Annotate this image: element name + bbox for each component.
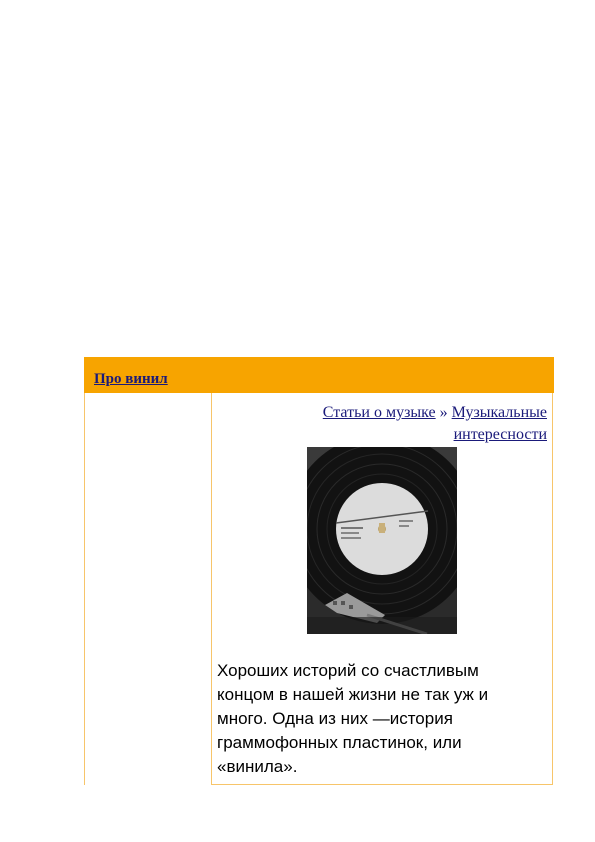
vinyl-record-image xyxy=(307,447,457,634)
vinyl-record-icon xyxy=(307,447,457,634)
breadcrumb-link-music-articles[interactable]: Статьи о музыке xyxy=(322,404,436,421)
breadcrumb-link-music-curiosities[interactable]: Музыкальные интересности xyxy=(451,404,547,443)
breadcrumb xyxy=(247,402,547,446)
article-content-box xyxy=(211,393,553,785)
breadcrumb-separator: » xyxy=(439,404,448,421)
header-bar xyxy=(84,357,554,393)
page-title-link[interactable]: Про винил xyxy=(94,371,168,387)
article-text: Хороших историй со счастливым концом в нашей жизни не так уж и много. Одна из них —история граммофонных пластинок, или «винила». xyxy=(217,661,489,776)
left-column-border xyxy=(84,393,85,785)
